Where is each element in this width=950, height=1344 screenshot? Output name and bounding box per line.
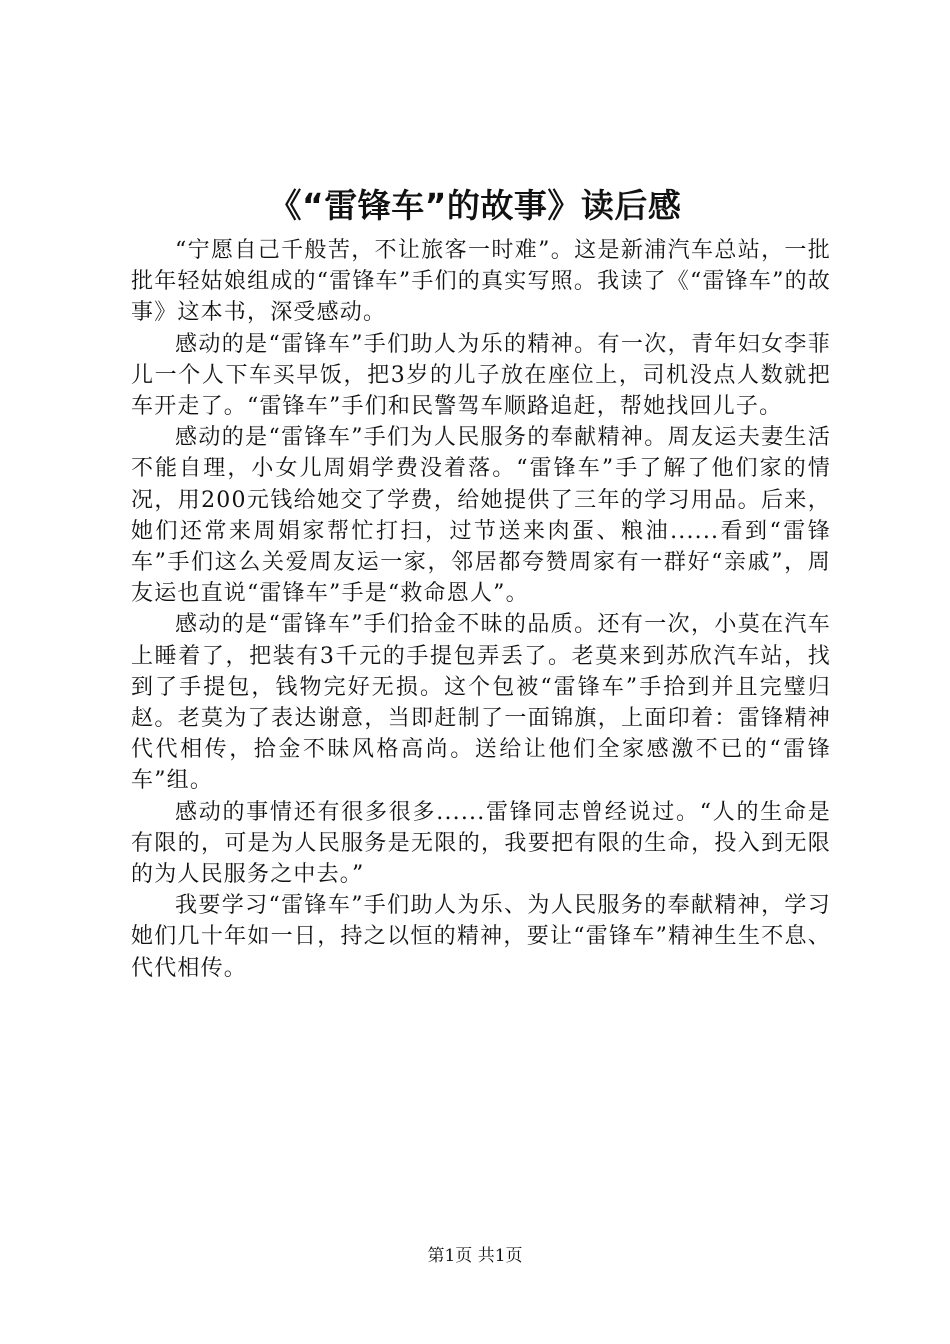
paragraph: 感动的是“雷锋车”手们助人为乐的精神。有一次，青年妇女李菲儿一个人下车买早饭，把3岁的儿子放在座位上，司机没点人数就把车开走了。“雷锋车”手们和民警驾车顺路追赶，帮她找回儿子。	[131, 331, 831, 420]
document-body	[131, 235, 831, 984]
paragraph: 我要学习“雷锋车”手们助人为乐、为人民服务的奉献精神，学习她们几十年如一日，持之以恒的精神，要让“雷锋车”精神生生不息、代代相传。	[131, 893, 831, 981]
paragraph: 感动的是“雷锋车”手们拾金不昧的品质。还有一次，小莫在汽车上睡着了，把装有3千元的手提包弄丢了。老莫来到苏欣汽车站，找到了手提包，钱物完好无损。这个包被“雷锋车”手拾到并且完璧归赵。老莫为了表达谢意，当即赶制了一面锦旗，上面印着：雷锋精神代代相传，拾金不昧风格高尚。送给让他们全家感激不已的“雷锋车”组。	[131, 612, 831, 794]
paragraph: 感动的事情还有很多很多......雷锋同志曾经说过。“人的生命是有限的，可是为人民服务是无限的，我要把有限的生命，投入到无限的为人民服务之中去。”	[131, 799, 831, 888]
paragraph: 感动的是“雷锋车”手们为人民服务的奉献精神。周友运夫妻生活不能自理，小女儿周娟学费没着落。“雷锋车”手了解了他们家的情况，用200元钱给她交了学费，给她提供了三年的学习用品。后来，她们还常来周娟家帮忙打扫，过节送来肉蛋、粮油......看到“雷锋车”手们这么关爱周友运一家，邻居都夸赞周家有一群好“亲戚”，周友运也直说“雷锋车”手是“救命恩人”。	[131, 425, 831, 607]
page-footer: 第1页 共1页	[427, 1246, 523, 1266]
document-title: 《“雷锋车”的故事》读后感	[268, 186, 682, 225]
paragraph: “宁愿自己千般苦，不让旅客一时难”。这是新浦汽车总站，一批批年轻姑娘组成的“雷锋车”手们的真实写照。我读了《“雷锋车”的故事》这本书，深受感动。	[131, 238, 831, 326]
